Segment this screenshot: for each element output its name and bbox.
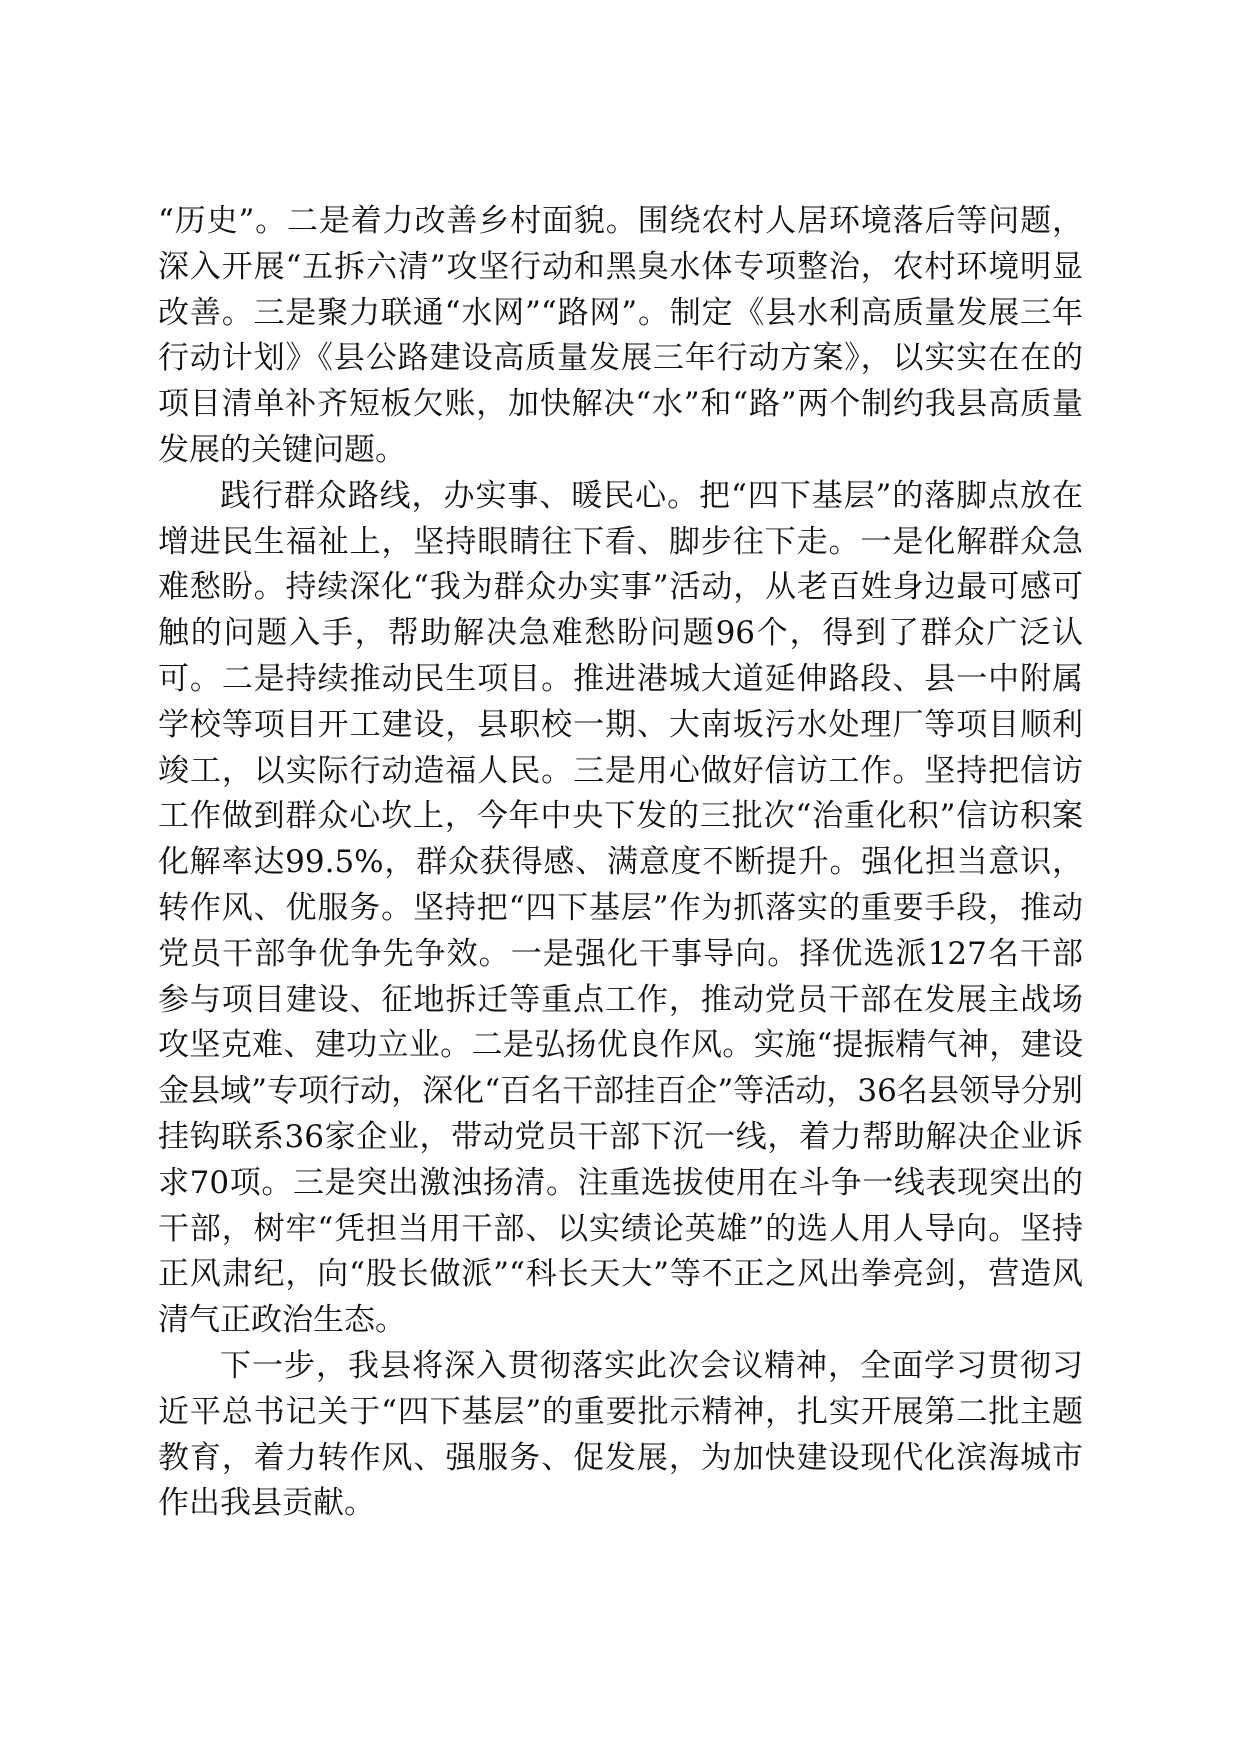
document-body [158,199,1083,1527]
paragraph-continued: “历史”。二是着力改善乡村面貌。围绕农村人居环境落后等问题，深入开展“五拆六清”攻坚行动和黑臭水体专项整治，农村环境明显改善。三是聚力联通“水网”“路网”。制定《县水利高质量发展三年行动计划》《县公路建设高质量发展三年行动方案》，以实实在在的项目清单补齐短板欠账，加快解决“水”和“路”两个制约我县高质量发展的关键问题。 [158,203,1083,468]
paragraph-next-step: 下一步，我县将深入贯彻落实此次会议精神，全面学习贯彻习近平总书记关于“四下基层”的重要批示精神，扎实开展第二批主题教育，着力转作风、强服务、促发展，为加快建设现代化滨海城市作出我县贡献。 [158,1347,1083,1522]
paragraph-mass-line: 践行群众路线，办实事、暖民心。把“四下基层”的落脚点放在增进民生福祉上，坚持眼睛往下看、脚步往下走。一是化解群众急难愁盼。持续深化“我为群众办实事”活动，从老百姓身边最可感可触的问题入手，帮助解决急难愁盼问题96个，得到了群众广泛认可。二是持续推动民生项目。推进港城大道延伸路段、县一中附属学校等项目开工建设，县职校一期、大南坂污水处理厂等项目顺利竣工，以实际行动造福人民。三是用心做好信访工作。坚持把信访工作做到群众心坎上，今年中央下发的三批次“治重化积”信访积案化解率达99.5%，群众获得感、满意度不断提升。强化担当意识，转作风、优服务。坚持把“四下基层”作为抓落实的重要手段，推动党员干部争优争先争效。一是强化干事导向。择优选派127名干部参与项目建设、征地拆迁等重点工作，推动党员干部在发展主战场攻坚克难、建功立业。二是弘扬优良作风。实施“提振精气神，建设金县域”专项行动，深化“百名干部挂百企”等活动，36名县领导分别挂钩联系36家企业，带动党员干部下沉一线，着力帮助解决企业诉求70项。三是突出激浊扬清。注重选拔使用在斗争一线表现突出的干部，树牢“凭担当用干部、以实绩论英雄”的选人用人导向。坚持正风肃纪，向“股长做派”“科长天大”等不正之风出拳亮剑，营造风清气正政治生态。 [158,477,1083,1339]
